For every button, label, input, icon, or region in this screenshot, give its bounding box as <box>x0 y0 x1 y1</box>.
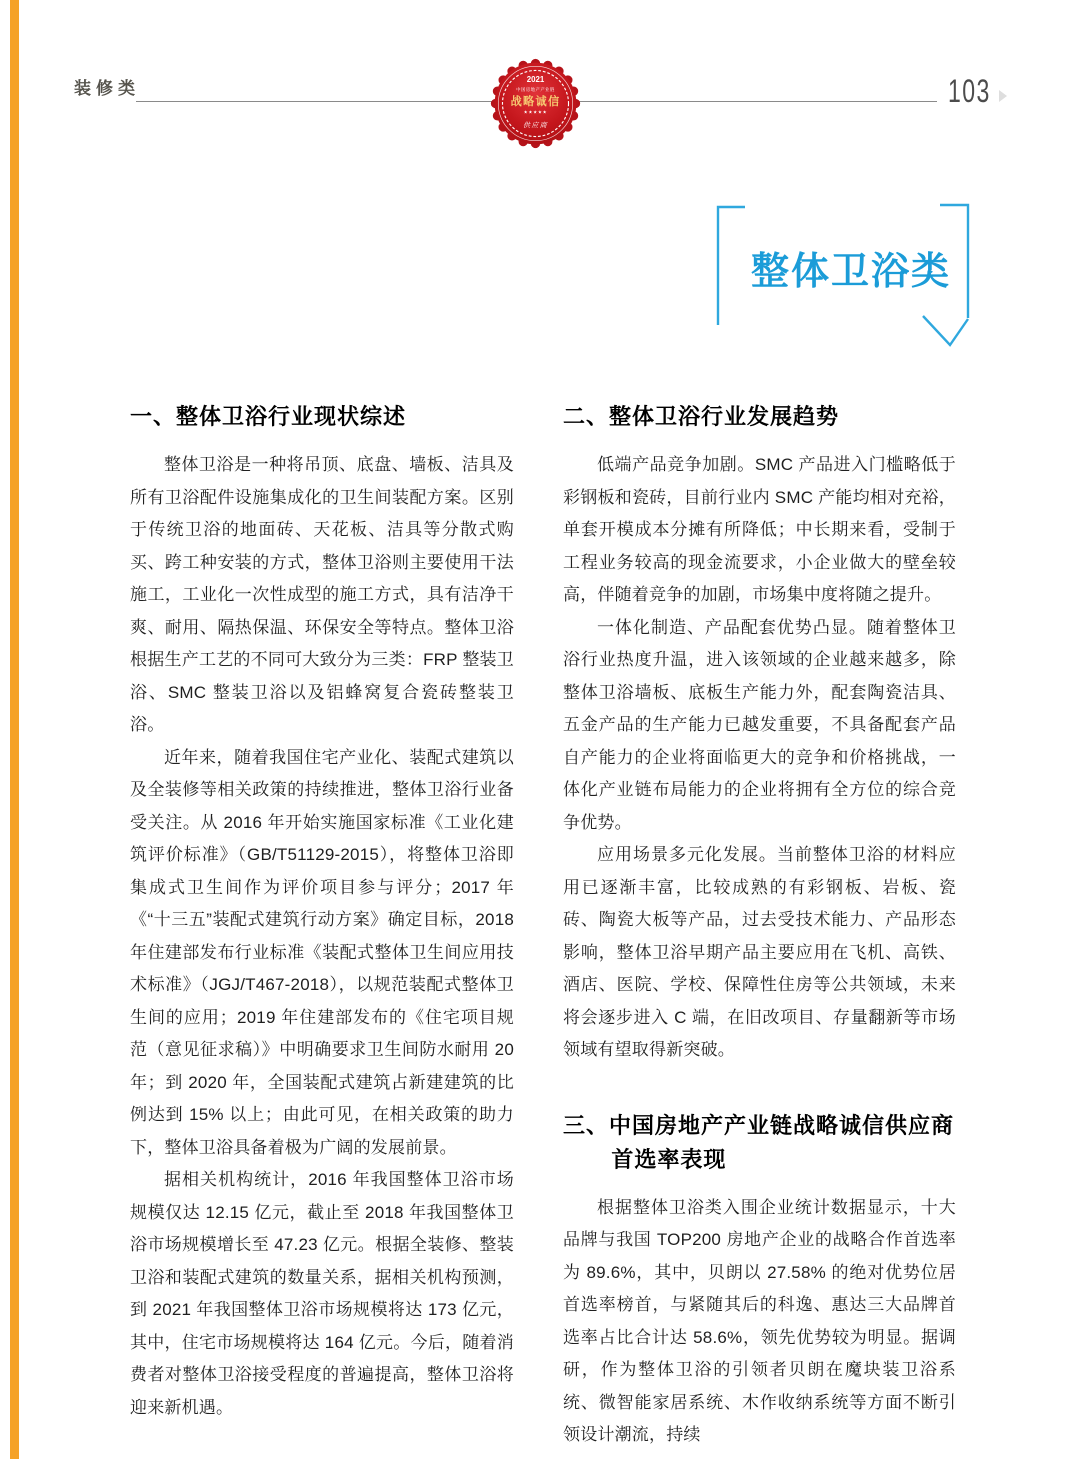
left-accent-bar <box>10 0 19 1459</box>
paragraph: 一体化制造、产品配套优势凸显。随着整体卫浴行业热度升温，进入该领域的企业越来越多，除整体卫浴墙板、底板生产能力外，配套陶瓷洁具、五金产品的生产能力已越发重要，不具备配套产品自产能力的企业将面临更大的竞争和价格挑战，一体化产业链布局能力的企业将拥有全方位的综合竞争优势。 <box>563 617 956 832</box>
section-2 <box>563 400 956 1067</box>
chapter-title: 整体卫浴类 <box>751 251 952 293</box>
seal-main-line: 战略诚信 <box>510 95 561 108</box>
seal-org-line: 中国房地产产业链 <box>516 86 555 92</box>
right-column <box>563 400 956 1452</box>
paragraph: 据相关机构统计，2016 年我国整体卫浴市场规模仅达 12.15 亿元，截止至 2018 年我国整体卫浴市场规模增长至 47.23 亿元。根据全装修、整装卫浴和装配式建筑的数量关系，据相关机构预测，到 2021 年我国整体卫浴市场规模将达 173 亿元，其中，住宅市场规模将达 164 亿元。今后，随着消费者对整体卫浴接受程度的普遍提高，整体卫浴将迎来新机遇。 <box>130 1170 514 1417</box>
seal-bottom-line: 供应商 <box>522 122 549 130</box>
section-3 <box>563 1109 956 1452</box>
left-column <box>130 400 514 1424</box>
paragraph: 整体卫浴是一种将吊顶、底盘、墙板、洁具及所有卫浴配件设施集成化的卫生间装配方案。区别于传统卫浴的地面砖、天花板、洁具等分散式购买、跨工种安装的方式，整体卫浴则主要使用干法施工，工业化一次性成型的施工方式，具有洁净干爽、耐用、隔热保温、环保安全等特点。整体卫浴根据生产工艺的不同可大致分为三类：FRP 整装卫浴、SMC 整装卫浴以及铝蜂窝复合瓷砖整装卫浴。 <box>130 455 514 734</box>
paragraph: 应用场景多元化发展。当前整体卫浴的材料应用已逐渐丰富，比较成熟的有彩钢板、岩板、瓷砖、陶瓷大板等产品，过去受技术能力、产品形态影响，整体卫浴早期产品主要应用在飞机、高铁、酒店、医院、学校、保障性住房等公共领域，未来将会逐步进入 C 端，在旧改项目、存量翻新等市场领域有望取得新突破。 <box>563 845 956 1059</box>
section-1-heading: 一、整体卫浴行业现状综述 <box>130 404 407 429</box>
category-label: 装修类 <box>74 79 140 98</box>
seal-year: 2021 <box>526 75 545 85</box>
section-2-heading: 二、整体卫浴行业发展趋势 <box>563 404 840 429</box>
certification-seal-icon <box>489 55 582 152</box>
seal-stars: ★★★★★ <box>523 109 548 115</box>
corner-arrow-icon <box>999 90 1007 102</box>
paragraph: 根据整体卫浴类入围企业统计数据显示，十大品牌与我国 TOP200 房地产企业的战略合作首选率为 89.6%，其中，贝朗以 27.58% 的绝对优势位居首选率榜首，与紧随其后的科逸、惠达三大品牌首选率占比合计达 58.6%，领先优势较为明显。据调研，作为整体卫浴的引领者贝朗在魔块装卫浴系统、微智能家居系统、木作收纳系统等方面不断引领设计潮流，持续 <box>563 1197 956 1444</box>
page-number: 103 <box>948 73 991 109</box>
section-3-heading: 三、中国房地产产业链战略诚信供应商首选率表现 <box>563 1112 955 1172</box>
paragraph: 近年来，随着我国住宅产业化、装配式建筑以及全装修等相关政策的持续推进，整体卫浴行业备受关注。从 2016 年开始实施国家标准《工业化建筑评价标准》（GB/T51129-2015），将整体卫浴即集成式卫生间作为评价项目参与评分；2017 年《“十三五”装配式建筑行动方案》确定目标，2018 年住建部发布行业标准《装配式整体卫生间应用技术标准》（JGJ/T467-2018），以规范装配式整体卫生间的应用；2019 年住建部发布的《住宅项目规范（意见征求稿）》中明确要求卫生间防水耐用 20 年；到 2020 年，全国装配式建筑占新建建筑的比例达到 15% 以上；由此可见，在相关政策的助力下，整体卫浴具备着极为广阔的发展前景。 <box>130 747 514 1157</box>
paragraph: 低端产品竞争加剧。SMC 产品进入门槛略低于彩钢板和瓷砖，目前行业内 SMC 产能均相对充裕，单套开模成本分摊有所降低；中长期来看，受制于工程业务较高的现金流要求，小企业做大的壁垒较高，伴随着竞争的加剧，市场集中度将随之提升。 <box>563 455 956 604</box>
section-1 <box>130 400 514 1424</box>
